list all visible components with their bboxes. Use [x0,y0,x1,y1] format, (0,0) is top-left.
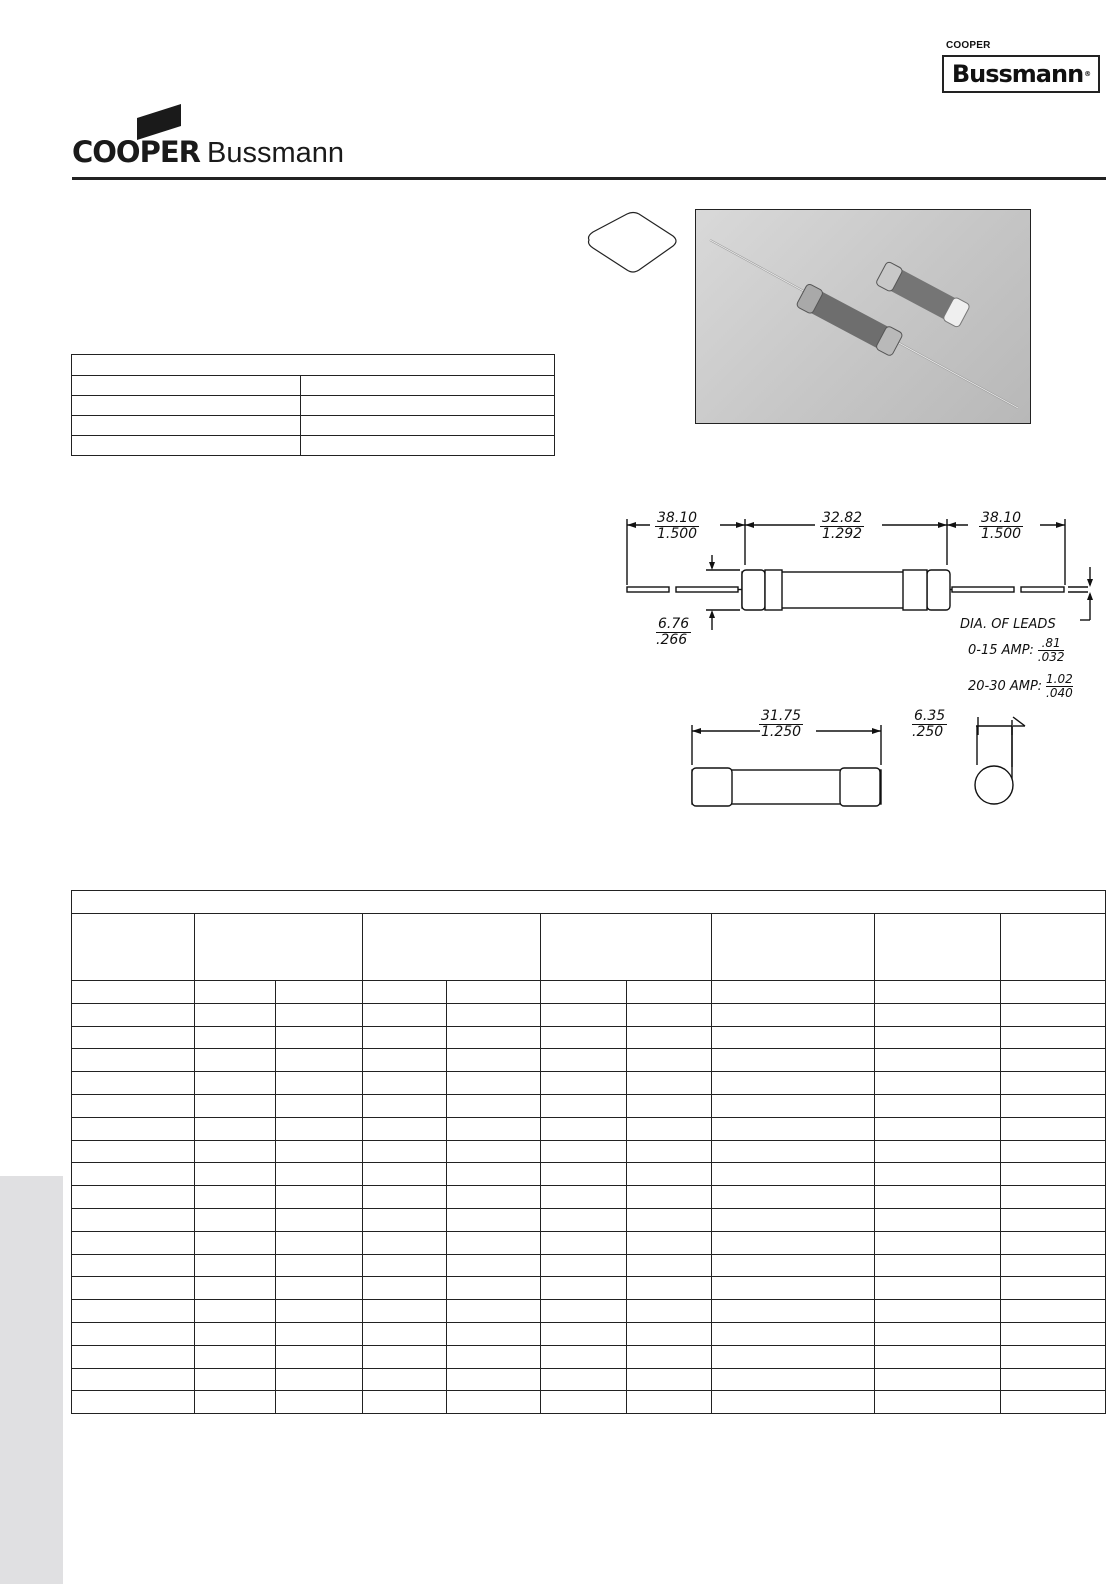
dim-lead-right: 38.10 1.500 [981,510,1022,542]
table-row [72,1140,1106,1163]
table-row [72,416,555,436]
table-row [72,1072,1106,1095]
bussmann-badge-logo [942,55,1100,93]
logo-bussmann: Bussmann [207,137,345,169]
table-row [72,1254,1106,1277]
diamond-outline-icon [585,210,680,276]
leads-label: DIA. OF LEADS [960,617,1056,632]
table-row [72,1231,1106,1254]
catalog-table [71,890,1106,1414]
spec-table-header [72,355,555,376]
table-row [72,1186,1106,1209]
table-row [72,1322,1106,1345]
table-row [72,1368,1106,1391]
dim-cart-diameter: 6.35 .250 [912,708,946,740]
table-row [72,1300,1106,1323]
table-row [72,1026,1106,1049]
table-row [72,1003,1106,1026]
table-row [72,1163,1106,1186]
header-rule [72,177,1106,180]
lead-row-0-15: 0-15 AMP: $\frac{.81}{.032}$ [968,636,1065,664]
table-row [72,1049,1106,1072]
dim-lead-left: 38.10 1.500 [657,510,698,542]
badge-cooper-text: COOPER [946,40,991,51]
dim-cart-length: 31.75 1.250 [761,708,802,740]
spec-table [71,354,555,456]
table-row [72,396,555,416]
table-row [72,1277,1106,1300]
product-photo [695,209,1031,424]
table-row [72,1391,1106,1414]
table-row [72,1094,1106,1117]
badge-bussmann-text: Bussmann [951,60,1084,88]
lead-row-20-30: 20-30 AMP: $\frac{1.02}{.040}$ [968,672,1073,700]
fuse-photo-image [696,210,1031,424]
table-row [72,981,1106,1004]
dim-diameter: 6.76 .266 [656,616,690,648]
logo-cooper: COOPER [72,135,200,169]
table-title-row [72,891,1106,914]
table-row [72,1208,1106,1231]
table-header-row [72,914,1106,981]
registered-mark: ® [1084,70,1091,78]
dim-body-length: 32.82 1.292 [822,510,863,542]
table-row [72,1117,1106,1140]
section-side-tab [0,1176,63,1584]
table-row [72,1345,1106,1368]
table-row [72,436,555,456]
table-row [72,376,555,396]
